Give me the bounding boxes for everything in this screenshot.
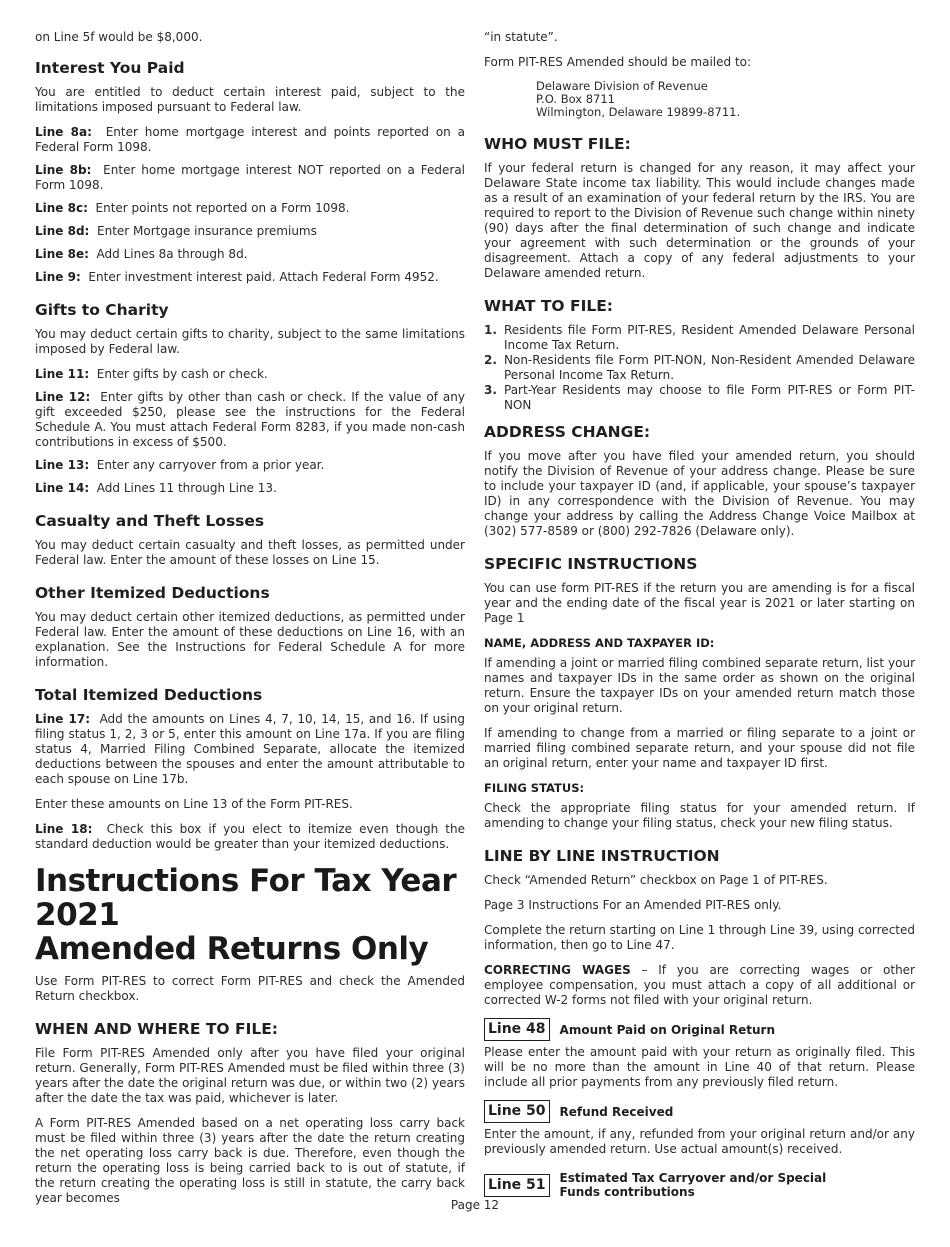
enter-amounts-text: Enter these amounts on Line 13 of the Form PIT-RES. xyxy=(35,797,353,811)
when-where-p1: File Form PIT-RES Amended only after you have filed your original return. Generally, Form PIT-RES Amended must be filed within three (3) years after the date the original return was due, or within two (2) years after the date the tax was paid, whichever is later. xyxy=(35,1046,465,1105)
big-title-line-1: Instructions For Tax Year 2021 xyxy=(35,863,457,933)
line-50-body: Enter the amount, if any, refunded from your original return and/or any previously amended return. Use actual amount(s) received. xyxy=(484,1127,915,1156)
big-title-line-2: Amended Returns Only xyxy=(35,931,429,967)
line-8c: Line 8c: Enter points not reported on a Form 1098. xyxy=(35,201,350,215)
in-statute-text: “in statute”. xyxy=(484,30,558,44)
name-address-heading: NAME, ADDRESS AND TAXPAYER ID: xyxy=(484,636,715,650)
specific-body: You can use form PIT-RES if the return you are amending is for a fiscal year and the ending date of the fiscal year is 2021 or later starting on Page 1 xyxy=(484,581,915,625)
line-11: Line 11: Enter gifts by cash or check. xyxy=(35,367,268,381)
address-change-heading: ADDRESS CHANGE: xyxy=(484,423,651,441)
who-must-heading: WHO MUST FILE: xyxy=(484,135,631,153)
mail-to-text: Form PIT-RES Amended should be mailed to: xyxy=(484,55,752,69)
line-51-header xyxy=(484,1171,915,1199)
mailing-address xyxy=(536,80,915,119)
casualty-body: You may deduct certain casualty and theft losses, as permitted under Federal law. Enter the amount of these losses on Line 15. xyxy=(35,538,465,567)
line-8b: Line 8b: Enter home mortgage interest NOT reported on a Federal Form 1098. xyxy=(35,163,466,192)
what-to-list xyxy=(484,323,915,413)
right-column xyxy=(484,30,915,1203)
line-50-title: Refund Received xyxy=(559,1104,674,1119)
interest-body: You are entitled to deduct certain interest paid, subject to the limitations imposed pursuant to Federal law. xyxy=(35,85,465,114)
gifts-body: You may deduct certain gifts to charity, subject to the same limitations imposed by Federal law. xyxy=(35,327,465,356)
line-18: Line 18: Check this box if you elect to itemize even though the standard deduction would be greater than your itemized deductions. xyxy=(35,822,465,851)
list-item: 1. Residents file Form PIT-RES, Resident Amended Delaware Personal Income Tax Return. xyxy=(484,323,915,352)
line-by-line-p2: Page 3 Instructions For an Amended PIT-RES only. xyxy=(484,898,782,912)
total-heading: Total Itemized Deductions xyxy=(35,686,263,704)
gifts-heading: Gifts to Charity xyxy=(35,301,169,319)
list-item: 3. Part-Year Residents may choose to file Form PIT-RES or Form PIT-NON xyxy=(484,383,915,412)
line-8d: Line 8d: Enter Mortgage insurance premiums xyxy=(35,224,317,238)
list-item: 2. Non-Residents file Form PIT-NON, Non-Resident Amended Delaware Personal Income Tax Return. xyxy=(484,353,915,382)
address-change-body: If you move after you have filed your amended return, you should notify the Division of Revenue of your address change. Please be sure to include your taxpayer ID (and, if applicable, your spouse’s taxpayer ID) in any correspondence with the Division of Revenue. You may change your address by calling the Address Change Voice Mailbox at (302) 577-8589 or (800) 292-7826 (Delaware only). xyxy=(484,449,915,538)
casualty-heading: Casualty and Theft Losses xyxy=(35,512,265,530)
intro-text: on Line 5f would be $8,000. xyxy=(35,30,203,44)
line-14: Line 14: Add Lines 11 through Line 13. xyxy=(35,481,277,495)
use-form-text: Use Form PIT-RES to correct Form PIT-RES and check the Amended Return checkbox. xyxy=(35,974,465,1003)
address-line: Wilmington, Delaware 19899-8711. xyxy=(536,105,741,119)
other-heading: Other Itemized Deductions xyxy=(35,584,270,602)
when-where-p2: A Form PIT-RES Amended based on a net operating loss carry back must be filed within three (3) years after the date the return creating the net operating loss carry back is due. Therefore, even though the return the operating loss is being carried back to is out of statute, if the return creating the operating loss is still in statute, the carry back year becomes xyxy=(35,1116,465,1205)
line-12: Line 12: Enter gifts by other than cash or check. If the value of any gift exceeded $250, please see the instructions for the Federal Schedule A. You must attach Federal Form 8283, if you made non-cash contributions in excess of $500. xyxy=(35,390,465,449)
what-to-heading: WHAT TO FILE: xyxy=(484,297,613,315)
other-body: You may deduct certain other itemized deductions, as permitted under Federal law. Enter the amount of these deductions on Line 16, with an explanation. See the Instructions for Federal Schedule A for more information. xyxy=(35,610,465,669)
name-address-p2: If amending to change from a married or filing separate to a joint or married filing combined separate return, and your spouse did not file an original return, enter your name and taxpayer ID first. xyxy=(484,726,915,770)
line-13: Line 13: Enter any carryover from a prior year. xyxy=(35,458,325,472)
line-48-box: Line 48 xyxy=(484,1018,550,1041)
address-line: P.O. Box 8711 xyxy=(536,92,615,106)
line-51-box: Line 51 xyxy=(484,1174,550,1197)
left-column xyxy=(35,30,465,1216)
interest-heading: Interest You Paid xyxy=(35,59,185,77)
line-50-box: Line 50 xyxy=(484,1100,550,1123)
filing-status-body: Check the appropriate filing status for your amended return. If amending to change your filing status, check your new filing status. xyxy=(484,801,915,830)
line-by-line-p3: Complete the return starting on Line 1 through Line 39, using corrected information, then go to Line 47. xyxy=(484,923,915,952)
correcting-wages: CORRECTING WAGES – If you are correcting wages or other employee compensation, you must attach a copy of all additional or corrected W-2 forms not filed with your original return. xyxy=(484,963,915,1007)
address-line: Delaware Division of Revenue xyxy=(536,79,708,93)
line-8a: Line 8a: Enter home mortgage interest and points reported on a Federal Form 1098. xyxy=(35,125,465,154)
big-title xyxy=(35,864,465,966)
line-50-header xyxy=(484,1100,915,1123)
when-where-heading: WHEN AND WHERE TO FILE: xyxy=(35,1020,278,1038)
specific-heading: SPECIFIC INSTRUCTIONS xyxy=(484,555,698,573)
line-48-title: Amount Paid on Original Return xyxy=(559,1022,775,1037)
line-48-header xyxy=(484,1018,915,1041)
line-51-title: Estimated Tax Carryover and/or Special Funds contributions xyxy=(559,1171,827,1199)
page-number: Page 12 xyxy=(450,1198,500,1212)
line-9: Line 9: Enter investment interest paid. Attach Federal Form 4952. xyxy=(35,270,439,284)
line-17: Line 17: Add the amounts on Lines 4, 7, 10, 14, 15, and 16. If using filing status 1, 2, 3 or 5, enter this amount on Line 17a. If you are filing status 4, Married Filing Combined Separate, allocate the itemized deductions between the spouses and enter the amount attributable to each spouse on Line 17b. xyxy=(35,712,465,786)
line-8e: Line 8e: Add Lines 8a through 8d. xyxy=(35,247,248,261)
line-48-body: Please enter the amount paid with your return as originally filed. This will be no more than the amount in Line 40 of that return. Please include all prior payments from any previously filed return. xyxy=(484,1045,915,1089)
who-must-body: If your federal return is changed for any reason, it may affect your Delaware State income tax liability. This would include changes made as a result of an examination of your federal return by the IRS. You are required to report to the Division of Revenue such change within ninety (90) days after the final determination of such change and indicate your agreement with such determination or the grounds of your disagreement. Attach a copy of any federal adjustments to your Delaware amended return. xyxy=(484,161,915,280)
filing-status-heading: FILING STATUS: xyxy=(484,781,585,795)
name-address-p1: If amending a joint or married filing combined separate return, list your names and taxpayer IDs in the same order as shown on the original return. Ensure the taxpayer IDs on your amended return match those on your original return. xyxy=(484,656,915,715)
line-by-line-heading: LINE BY LINE INSTRUCTION xyxy=(484,847,720,865)
line-by-line-p1: Check “Amended Return” checkbox on Page 1 of PIT-RES. xyxy=(484,873,828,887)
